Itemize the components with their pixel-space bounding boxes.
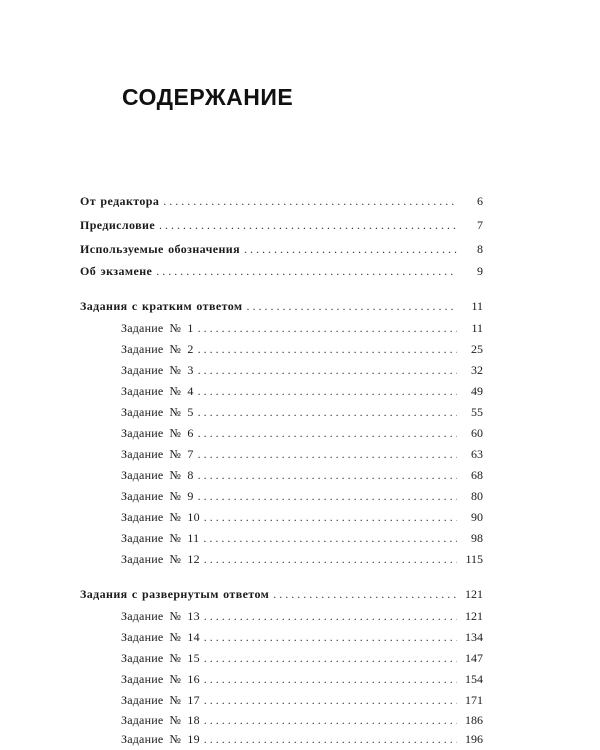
toc-entry-page: 121 bbox=[465, 587, 483, 601]
toc-entry-label: Задание № 13 bbox=[121, 609, 200, 623]
toc-entry-label: Задание № 18 bbox=[121, 713, 200, 727]
toc-entry-task-16[interactable] bbox=[121, 669, 483, 689]
toc-entry-page: 9 bbox=[477, 264, 483, 278]
toc-entry-label: Задание № 1 bbox=[121, 321, 194, 335]
toc-entry-page: 196 bbox=[465, 732, 483, 746]
dot-leader bbox=[204, 549, 457, 569]
toc-entry-label: Задания с кратким ответом bbox=[80, 299, 243, 313]
toc-entry-task-14[interactable] bbox=[121, 627, 483, 647]
toc-entry-task-15[interactable] bbox=[121, 648, 483, 668]
dot-leader bbox=[163, 191, 457, 211]
toc-entry-label: Задание № 7 bbox=[121, 447, 194, 461]
toc-entry-task-8[interactable] bbox=[121, 465, 483, 485]
toc-entry-page: 25 bbox=[471, 342, 483, 356]
toc-entry-page: 55 bbox=[471, 405, 483, 419]
dot-leader bbox=[204, 648, 457, 668]
toc-entry-label: Задание № 14 bbox=[121, 630, 200, 644]
toc-entry-page: 147 bbox=[465, 651, 483, 665]
toc-entry-label: Используемые обозначения bbox=[80, 242, 241, 256]
toc-entry-page: 115 bbox=[465, 552, 483, 566]
toc-entry-task-11[interactable] bbox=[121, 528, 483, 548]
dot-leader bbox=[203, 528, 457, 548]
toc-entry-task-2[interactable] bbox=[121, 339, 483, 359]
toc-entry-label: Задание № 10 bbox=[121, 510, 200, 524]
toc-entry-task-17[interactable] bbox=[121, 690, 483, 710]
toc-entry-task-6[interactable] bbox=[121, 423, 483, 443]
toc-entry-page: 11 bbox=[471, 321, 483, 335]
dot-leader bbox=[198, 402, 457, 422]
toc-entry-label: Задание № 17 bbox=[121, 693, 200, 707]
toc-entry-label: От редактора bbox=[80, 194, 160, 208]
toc-entry-label: Задание № 6 bbox=[121, 426, 194, 440]
toc-entry-label: Предисловие bbox=[80, 218, 156, 232]
toc-entry-label: Задание № 5 bbox=[121, 405, 194, 419]
dot-leader bbox=[244, 239, 457, 259]
dot-leader bbox=[204, 507, 457, 527]
toc-entry-label: Задание № 15 bbox=[121, 651, 200, 665]
toc-entry-page: 49 bbox=[471, 384, 483, 398]
toc-entry-task-19[interactable] bbox=[121, 729, 483, 749]
toc-entry-notation[interactable] bbox=[80, 239, 483, 259]
toc-entry-page: 154 bbox=[465, 672, 483, 686]
dot-leader bbox=[204, 606, 457, 626]
dot-leader bbox=[198, 339, 457, 359]
dot-leader bbox=[204, 669, 457, 689]
dot-leader bbox=[198, 486, 457, 506]
toc-entry-page: 60 bbox=[471, 426, 483, 440]
toc-entry-label: Задание № 4 bbox=[121, 384, 194, 398]
dot-leader bbox=[156, 261, 457, 281]
toc-entry-label: Задание № 3 bbox=[121, 363, 194, 377]
toc-entry-page: 134 bbox=[465, 630, 483, 644]
toc-entry-task-4[interactable] bbox=[121, 381, 483, 401]
toc-entry-task-12[interactable] bbox=[121, 549, 483, 569]
toc-section-extended-answer[interactable] bbox=[80, 584, 483, 604]
dot-leader bbox=[198, 381, 457, 401]
toc-entry-label: Задание № 2 bbox=[121, 342, 194, 356]
toc-entry-page: 68 bbox=[471, 468, 483, 482]
toc-entry-page: 121 bbox=[465, 609, 483, 623]
toc-entry-page: 90 bbox=[471, 510, 483, 524]
dot-leader bbox=[198, 318, 457, 338]
toc-entry-task-13[interactable] bbox=[121, 606, 483, 626]
toc-section-short-answer[interactable] bbox=[80, 296, 483, 316]
toc-entry-page: 11 bbox=[471, 299, 483, 313]
toc-entry-task-10[interactable] bbox=[121, 507, 483, 527]
toc-entry-about-exam[interactable] bbox=[80, 261, 483, 281]
dot-leader bbox=[198, 423, 457, 443]
toc-entry-label: Задания с развернутым ответом bbox=[80, 587, 270, 601]
toc-entry-label: Об экзамене bbox=[80, 264, 153, 278]
toc-entry-from-editor[interactable] bbox=[80, 191, 483, 211]
toc-entry-page: 63 bbox=[471, 447, 483, 461]
toc-entry-page: 6 bbox=[477, 194, 483, 208]
toc-entry-page: 80 bbox=[471, 489, 483, 503]
toc-entry-task-7[interactable] bbox=[121, 444, 483, 464]
dot-leader bbox=[273, 584, 457, 604]
dot-leader bbox=[204, 729, 457, 749]
dot-leader bbox=[198, 360, 457, 380]
toc-entry-page: 186 bbox=[465, 713, 483, 727]
toc-entry-label: Задание № 12 bbox=[121, 552, 200, 566]
toc-entry-label: Задание № 11 bbox=[121, 531, 200, 545]
dot-leader bbox=[246, 296, 457, 316]
dot-leader bbox=[159, 215, 457, 235]
dot-leader bbox=[204, 710, 457, 730]
toc-entry-label: Задание № 16 bbox=[121, 672, 200, 686]
toc-entry-page: 98 bbox=[471, 531, 483, 545]
toc-entry-task-1[interactable] bbox=[121, 318, 483, 338]
toc-entry-task-3[interactable] bbox=[121, 360, 483, 380]
dot-leader bbox=[204, 627, 457, 647]
toc-entry-page: 171 bbox=[465, 693, 483, 707]
toc-entry-task-18[interactable] bbox=[121, 710, 483, 730]
toc-entry-page: 32 bbox=[471, 363, 483, 377]
toc-entry-label: Задание № 19 bbox=[121, 732, 200, 746]
toc-entry-label: Задание № 8 bbox=[121, 468, 194, 482]
page-title: СОДЕРЖАНИЕ bbox=[122, 84, 294, 110]
dot-leader bbox=[198, 444, 457, 464]
dot-leader bbox=[198, 465, 457, 485]
toc-entry-page: 7 bbox=[477, 218, 483, 232]
toc-entry-preface[interactable] bbox=[80, 215, 483, 235]
toc-entry-label: Задание № 9 bbox=[121, 489, 194, 503]
toc-entry-task-9[interactable] bbox=[121, 486, 483, 506]
toc-entry-page: 8 bbox=[477, 242, 483, 256]
toc-entry-task-5[interactable] bbox=[121, 402, 483, 422]
dot-leader bbox=[204, 690, 457, 710]
